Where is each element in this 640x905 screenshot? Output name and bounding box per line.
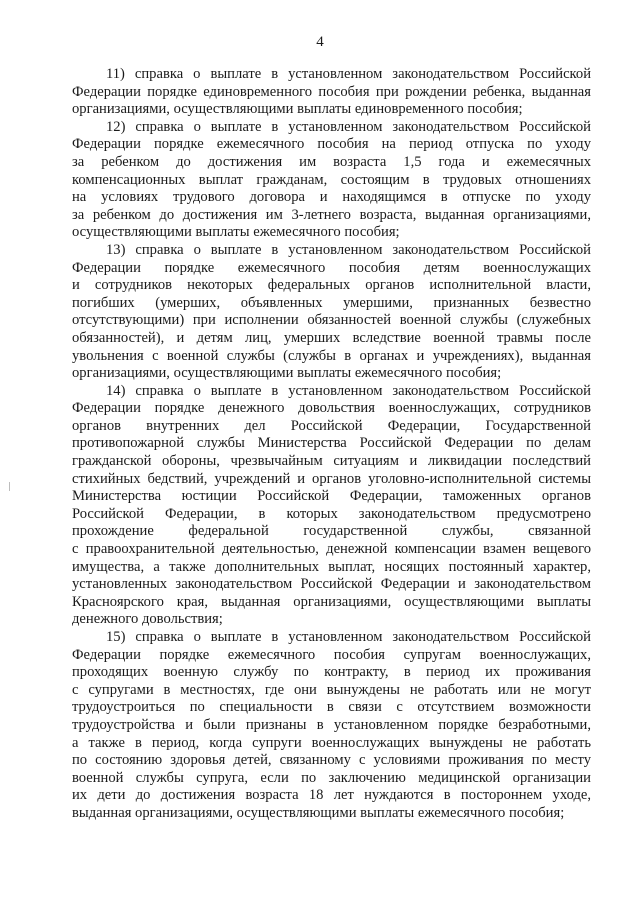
- text-line: организациями, осуществляющими выплаты единовременного пособия;: [72, 101, 523, 118]
- text-line: трудоустройства и были признаны в установленном порядке безработными,: [72, 716, 591, 733]
- text-line: Федерации порядке ежемесячного пособия детям военнослужащих: [72, 259, 591, 276]
- text-line: установленных законодательством Российской Федерации и законодательством: [72, 576, 591, 593]
- text-line: погибших (умерших, объявленных умершими, признанных безвестно: [72, 294, 591, 311]
- text-line: противопожарной службы Министерства Российской Федерации по делам: [72, 435, 591, 452]
- paragraph-first-line: 11) справка о выплате в установленном законодательством Российской: [106, 66, 591, 82]
- text-line: увольнения с военной службы (службы в органах и учреждениях), выданная: [72, 347, 591, 364]
- text-line: органов внутренних дел Российской Федерации, Государственной: [72, 417, 591, 434]
- text-line: на условиях трудового договора и находящимся в отпуске по уходу: [72, 189, 591, 206]
- text-line: а также в период, когда супруги военнослужащих вынуждены не работать: [72, 734, 591, 751]
- text-line: за ребенком до достижения им возраста 1,5 года и ежемесячных: [72, 153, 591, 170]
- text-line: осуществляющими выплаты ежемесячного пособия;: [72, 224, 400, 241]
- paragraph-first-line: 15) справка о выплате в установленном законодательством Российской: [106, 629, 591, 645]
- text-line: военной службы супруга, если по заключению медицинской организации: [72, 769, 591, 786]
- text-line: отсутствующими) при исполнении обязанностей военной службы (служебных: [72, 312, 591, 329]
- text-line: по состоянию здоровья детей, связанному с условиями проживания по месту: [72, 752, 591, 769]
- paragraph-first-line: 13) справка о выплате в установленном законодательством Российской: [106, 241, 591, 258]
- text-line: Федерации порядке ежемесячного пособия на период отпуска по уходу: [72, 136, 591, 153]
- text-line: за ребенком до достижения им 3-летнего возраста, выданная организациями,: [72, 206, 591, 223]
- text-line: и сотрудников некоторых федеральных органов исполнительной власти,: [72, 277, 591, 294]
- text-line: с правоохранительной деятельностью, денежной компенсации взамен вещевого: [72, 541, 591, 558]
- scan-artifact-mark: [9, 482, 10, 491]
- text-line: денежного довольствия;: [72, 611, 223, 628]
- paragraph-first-line: 12) справка о выплате в установленном законодательством Российской: [106, 118, 591, 135]
- paragraph-first-line: 14) справка о выплате в установленном законодательством Российской: [106, 382, 591, 399]
- text-line: их дети до достижения возраста 18 лет нуждаются в постороннем уходе,: [72, 787, 591, 804]
- text-line: трудоустроиться по специальности в связи с отсутствием возможности: [72, 699, 591, 716]
- text-line: Российской Федерации, в которых законодательством предусмотрено: [72, 505, 591, 522]
- text-line: проходящих военную службу по контракту, в период их проживания: [72, 664, 591, 681]
- text-line: Федерации порядке ежемесячного пособия супругам военнослужащих,: [72, 646, 591, 663]
- text-line: с супругами в местностях, где они вынуждены не работать или не могут: [72, 681, 591, 698]
- text-line: Федерации порядке единовременного пособия при рождении ребенка, выданная: [72, 83, 591, 100]
- text-line: имущества, а также дополнительных выплат, носящих постоянный характер,: [72, 558, 591, 575]
- text-line: гражданской обороны, чрезвычайным ситуациям и ликвидации последствий: [72, 453, 591, 470]
- text-line: прохождение федеральной государственной службы, связанной: [72, 523, 591, 540]
- text-line: Федерации порядке денежного довольствия военнослужащих, сотрудников: [72, 400, 591, 417]
- text-line: стихийных бедствий, учреждений и органов уголовно-исполнительной системы: [72, 470, 591, 487]
- page-number: 4: [316, 34, 324, 50]
- text-line: обязанностей), и детям лиц, умерших вследствие военной травмы после: [72, 329, 591, 346]
- text-line: организациями, осуществляющими выплаты ежемесячного пособия;: [72, 365, 502, 382]
- text-line: Министерства юстиции Российской Федерации, таможенных органов: [72, 488, 591, 505]
- text-line: компенсационных выплат гражданам, состоящим в трудовых отношениях: [72, 171, 591, 188]
- text-line: Красноярского края, выданная организациями, осуществляющими выплаты: [72, 593, 591, 610]
- text-line: выданная организациями, осуществляющими выплаты ежемесячного пособия;: [72, 804, 565, 821]
- document-body: [72, 66, 591, 823]
